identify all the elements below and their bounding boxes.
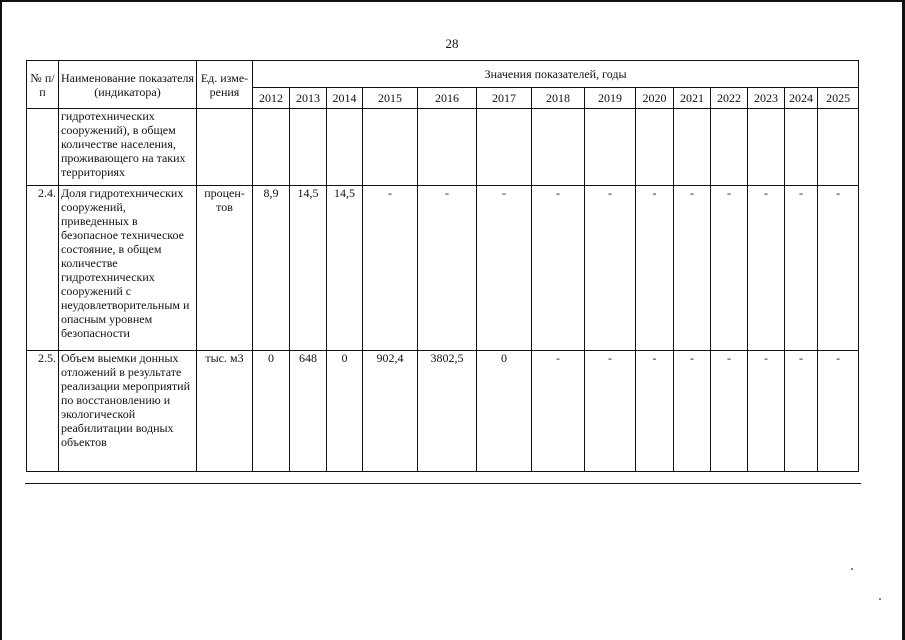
value-cell — [748, 109, 785, 186]
header-year: 2022 — [711, 88, 748, 109]
indicator-name: Объем выемки донных отложений в результате реализации мероприятий по восстановлению и экологической реабилитации водных объектов — [59, 351, 197, 472]
scan-border-left — [0, 0, 2, 640]
header-year: 2018 — [532, 88, 585, 109]
bottom-rule — [25, 483, 861, 484]
table-row — [27, 109, 859, 186]
value-cell — [363, 109, 418, 186]
header-unit: Ед. изме-рения — [197, 61, 253, 109]
value-cell: 14,5 — [290, 186, 327, 351]
value-cell — [785, 109, 818, 186]
value-cell: - — [418, 186, 477, 351]
value-cell — [818, 109, 859, 186]
value-cell — [418, 109, 477, 186]
row-number — [27, 109, 59, 186]
value-cell: - — [748, 351, 785, 472]
indicator-unit — [197, 109, 253, 186]
table-body — [27, 109, 859, 472]
header-year: 2025 — [818, 88, 859, 109]
value-cell: - — [585, 351, 636, 472]
value-cell — [532, 109, 585, 186]
header-year: 2015 — [363, 88, 418, 109]
value-cell: - — [532, 186, 585, 351]
indicator-unit: тыс. м3 — [197, 351, 253, 472]
value-cell: - — [636, 186, 674, 351]
value-cell: - — [818, 186, 859, 351]
header-year: 2023 — [748, 88, 785, 109]
table-row — [27, 186, 859, 351]
scan-border-top — [0, 0, 905, 2]
value-cell — [585, 109, 636, 186]
value-cell: - — [585, 186, 636, 351]
header-year: 2013 — [290, 88, 327, 109]
row-number: 2.4. — [27, 186, 59, 351]
value-cell: - — [477, 186, 532, 351]
value-cell: 3802,5 — [418, 351, 477, 472]
value-cell: 14,5 — [327, 186, 363, 351]
value-cell: 648 — [290, 351, 327, 472]
indicator-name: гидротехнических сооружений), в общем количестве населения, проживающего на таких территориях — [59, 109, 197, 186]
value-cell: - — [785, 351, 818, 472]
value-cell: - — [711, 351, 748, 472]
table-row — [27, 351, 859, 472]
page-number: 28 — [445, 36, 459, 51]
value-cell — [290, 109, 327, 186]
header-year: 2014 — [327, 88, 363, 109]
table-header — [27, 61, 859, 109]
scan-speck — [879, 598, 881, 600]
value-cell: - — [532, 351, 585, 472]
header-year: 2016 — [418, 88, 477, 109]
value-cell: 8,9 — [253, 186, 290, 351]
value-cell — [636, 109, 674, 186]
value-cell — [327, 109, 363, 186]
scan-speck — [851, 568, 853, 570]
value-cell — [674, 109, 711, 186]
header-name: Наименование показателя (индикатора) — [59, 61, 197, 109]
indicator-name: Доля гидротехнических сооружений, приведенных в безопасное техническое состояние, в общем количестве гидротехнических сооружений с неудовлетворительным и опасным уровнем безопасности — [59, 186, 197, 351]
header-year: 2019 — [585, 88, 636, 109]
value-cell — [253, 109, 290, 186]
indicator-unit: процен-тов — [197, 186, 253, 351]
value-cell: - — [748, 186, 785, 351]
header-year: 2021 — [674, 88, 711, 109]
value-cell: 902,4 — [363, 351, 418, 472]
header-num: № п/п — [27, 61, 59, 109]
value-cell: 0 — [477, 351, 532, 472]
value-cell: - — [711, 186, 748, 351]
indicator-table — [26, 60, 859, 472]
value-cell — [711, 109, 748, 186]
header-year: 2020 — [636, 88, 674, 109]
value-cell: - — [674, 186, 711, 351]
value-cell: 0 — [327, 351, 363, 472]
value-cell — [477, 109, 532, 186]
value-cell: - — [363, 186, 418, 351]
value-cell: 0 — [253, 351, 290, 472]
header-year: 2017 — [477, 88, 532, 109]
header-values-group: Значения показателей, годы — [253, 61, 859, 88]
header-year: 2024 — [785, 88, 818, 109]
value-cell: - — [818, 351, 859, 472]
row-number: 2.5. — [27, 351, 59, 472]
header-year: 2012 — [253, 88, 290, 109]
value-cell: - — [674, 351, 711, 472]
value-cell: - — [636, 351, 674, 472]
value-cell: - — [785, 186, 818, 351]
